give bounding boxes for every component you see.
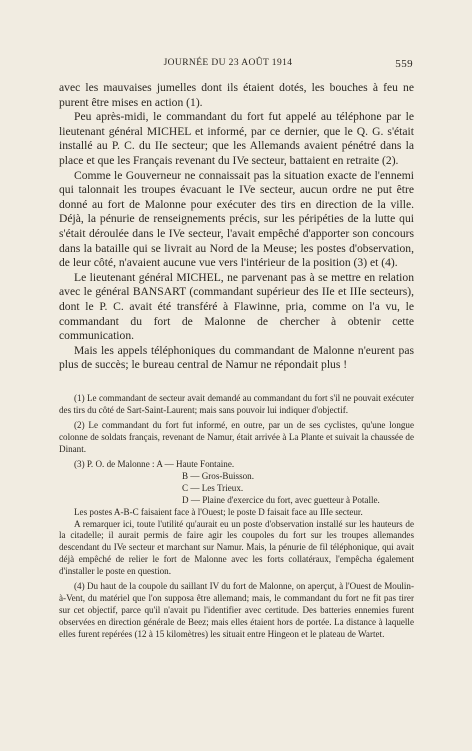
footnote-3-posts: Les postes A-B-C faisaient face à l'Ouest; le poste D faisait face au IIIe secteur. bbox=[74, 506, 363, 517]
running-header bbox=[0, 58, 472, 72]
footnote-3-intro: (3) P. O. de Malonne : A — Haute Fontaine. bbox=[74, 458, 235, 469]
footnote-4: (4) Du haut de la coupole du saillant IV du fort de Malonne, on aperçut, à l'Ouest de Moulin-à-Vent, du matériel que l'on supposa être allemand; mais, le commandant du fort ne fit pas tirer sur cet objectif, parce qu'il n'avait pu l'identifier avec certitude. Des batteries ennemies furent observées en direction générale de Beez; mais elles étaient hors de portée. La distance à laquelle elles furent repérées (12 à 15 kilomètres) les situait entre Hingeon et le plateau de Wartet. bbox=[59, 581, 414, 640]
paragraph: Le lieutenant général MICHEL, ne parvenant pas à se mettre en relation avec le général BANSART (commandant supérieur des IIe et IIIe secteurs), dont le P. C. avait été transféré à Flawinne, pria, comme on l'a vu, le commandant du fort de Malonne de chercher à obtenir cette communication. bbox=[59, 270, 414, 343]
footnote-2: (2) Le commandant du fort fut informé, en outre, par un de ses cyclistes, qu'une longue colonne de soldats français, revenant de Namur, était arrivée à La Plante et suivait la chaussée de Dinant. bbox=[59, 419, 414, 454]
footnote-3-post-c: C — Les Trieux. bbox=[182, 482, 244, 493]
paragraph: avec les mauvaises jumelles dont ils étaient dotés, les bouches à feu ne purent être mises en action (1). bbox=[59, 81, 414, 109]
footnote-3-post-b: B — Gros-Buisson. bbox=[182, 470, 254, 481]
paragraph: Peu après-midi, le commandant du fort fut appelé au téléphone par le lieutenant général MICHEL et informé, par ce dernier, que le Q. G. s'était installé au P. C. du IIe secteur; que les Allemands avaient pénétré dans la place et que les Français revenant du IVe secteur, battaient en retraite (2). bbox=[59, 110, 414, 167]
footnote-3-post-d: D — Plaine d'exercice du fort, avec guetteur à Potalle. bbox=[182, 494, 380, 505]
paragraph: Mais les appels téléphoniques du commandant de Malonne n'eurent pas plus de succès; le bureau central de Namur ne répondait plus ! bbox=[59, 343, 414, 372]
footnotes bbox=[59, 393, 414, 641]
page-number: 559 bbox=[395, 58, 413, 70]
running-title: JOURNÉE DU 23 AOÛT 1914 bbox=[163, 58, 293, 68]
footnote-3-remark: A remarquer ici, toute l'utilité qu'aurait eu un poste d'observation installé sur les hauteurs de la citadelle; il aurait permis de faire agir les coupoles du fort sur les troupes allemandes descendant du IVe secteur et marchant sur Namur. Mais, la pénurie de fil téléphonique, qui avait déjà empêché de relier le fort de Malonne avec les forts collatéraux, l'empêcha également d'installer le poste en question. bbox=[59, 518, 414, 577]
footnote-1: (1) Le commandant de secteur avait demandé au commandant du fort s'il ne pouvait exécuter des tirs du côté de Sart-Saint-Laurent; mais sans pouvoir lui indiquer d'objectif. bbox=[59, 393, 414, 415]
paragraph: Comme le Gouverneur ne connaissait pas la situation exacte de l'ennemi qui talonnait les troupes évacuant le IVe secteur, aucun ordre ne put être donné au fort de Malonne pour exécuter des tirs en direction de la ville. Déjà, la pénurie de renseignements précis, sur les péripéties de la lutte qui s'était déroulée dans le IVe secteur, l'avait empêché d'apporter son concours dans la bataille qui se livrait au Nord de la Meuse; les postes d'observation, de leur côté, n'avaient aucune vue vers l'intérieur de la position (3) et (4). bbox=[59, 168, 414, 270]
main-text bbox=[59, 81, 414, 373]
